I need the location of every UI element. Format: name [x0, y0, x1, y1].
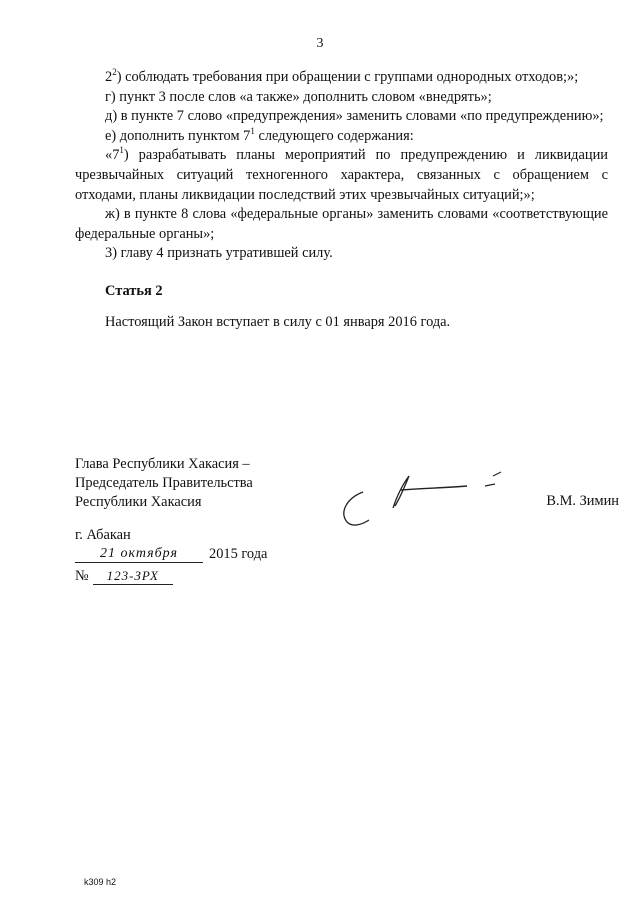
paragraph-d: д) в пункте 7 слово «предупреждения» заменить словами «по предупреждению»; — [105, 108, 604, 125]
place-of-signing: г. Абакан — [75, 527, 131, 543]
date-year: 2015 года — [209, 546, 268, 562]
handwritten-date: 21 октября — [75, 546, 203, 563]
handwritten-number: 123-ЗРХ — [93, 568, 173, 585]
article-heading: Статья 2 — [105, 282, 163, 299]
paragraph-7-1: «$7^1$) разрабатывать планы мероприятий по предупреждению и ликвидации чрезвычайных ситуаций техногенного характера, связанных с обращением с отходами, планы ликвидации последствий этих чрезвычайных ситуаций;»; — [75, 145, 608, 203]
paragraph-3: 3) главу 4 признать утратившей силу. — [105, 245, 333, 262]
paragraph-zh: ж) в пункте 8 слова «федеральные органы» заменить словами «соответствующие федеральные органы»; — [75, 206, 608, 242]
signing-date — [75, 546, 267, 563]
signatory-title-line: Глава Республики Хакасия – — [75, 456, 250, 472]
page-number: 3 — [316, 36, 324, 51]
signatory-title-line: Председатель Правительства — [75, 475, 253, 491]
signatory-name: В.М. Зимин — [546, 493, 619, 509]
document-body — [75, 68, 608, 332]
number-label: № — [75, 568, 89, 584]
handwritten-signature — [335, 462, 515, 537]
signatory-title-line: Республики Хакасия — [75, 494, 202, 510]
paragraph-g: г) пункт 3 после слов «а также» дополнить словом «внедрять»; — [105, 88, 492, 105]
footer-code: k309 h2 — [84, 877, 117, 887]
paragraph-2-2: $2^2$) соблюдать требования при обращении с группами однородных отходов;»; — [105, 67, 579, 85]
article-text: Настоящий Закон вступает в силу с 01 января 2016 года. — [105, 313, 451, 330]
paragraph-e: е) дополнить пунктом $7^1$ следующего содержания: — [105, 125, 414, 144]
signatory-title — [75, 455, 253, 512]
law-number — [75, 568, 173, 585]
